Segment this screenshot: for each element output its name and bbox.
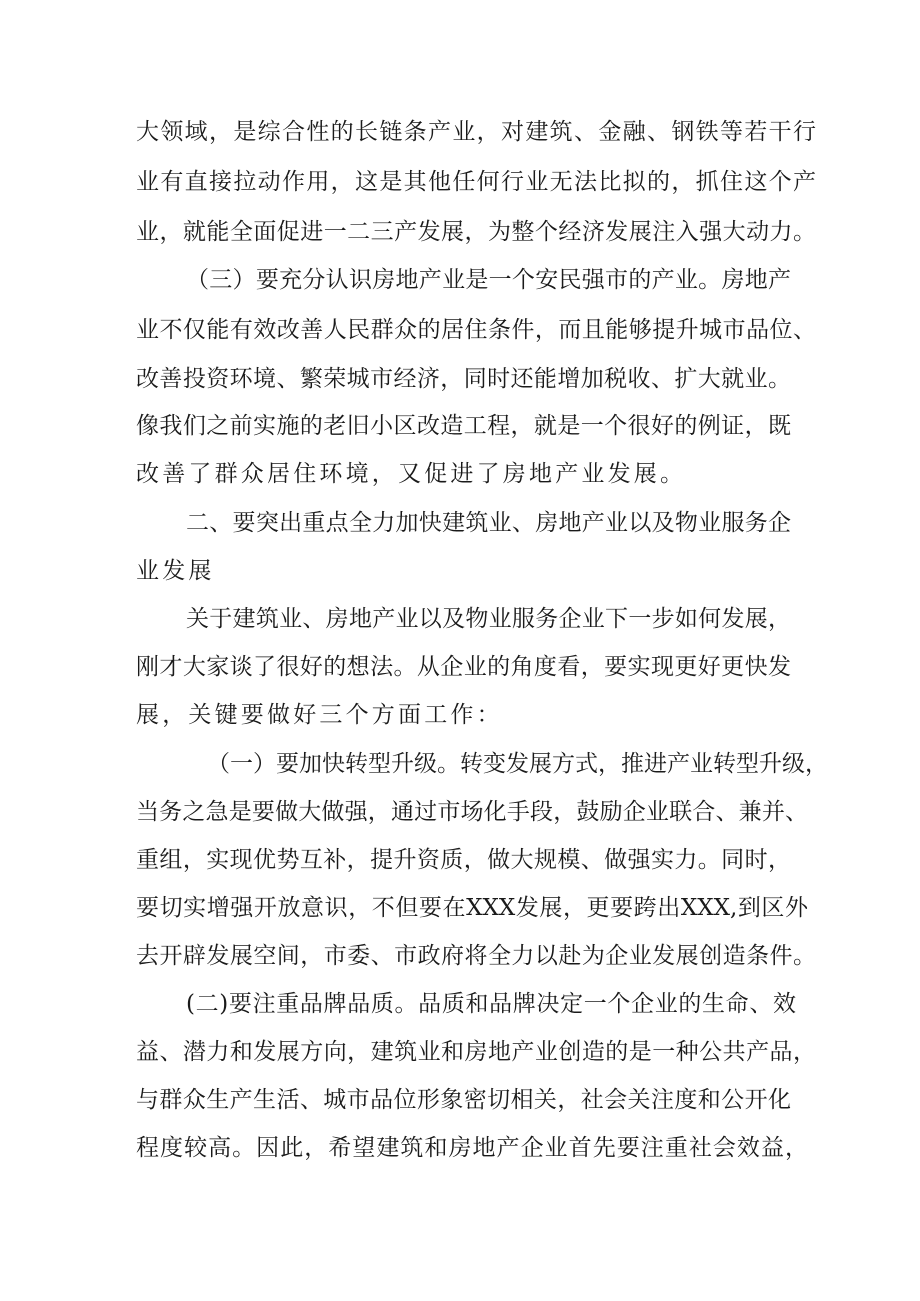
body-text-line: 关于建筑业、房地产业以及物业服务企业下一步如何发展， — [186, 606, 791, 632]
paragraph-heading-1: （一）要加快转型升级。转变发展方式，推进产业转型升级， — [207, 751, 828, 777]
body-text-line: 展，关键要做好三个方面工作： — [136, 702, 503, 728]
body-text-line: 业不仅能有效改善人民群众的居住条件，而且能够提升城市品位、 — [136, 317, 816, 343]
body-text-line: 业，就能全面促进一二三产发展，为整个经济发展注入强大动力。 — [136, 219, 816, 245]
paragraph-heading-3: （三）要充分认识房地产业是一个安民强市的产业。房地产 — [186, 267, 791, 293]
body-text-line: 要切实增强开放意识，不但要在XXX发展，更要跨出XXX,到区外 — [136, 895, 808, 921]
body-text-line: 业有直接拉动作用，这是其他任何行业无法比拟的，抓住这个产 — [136, 169, 816, 195]
body-text-line: 大领域，是综合性的长链条产业，对建筑、金融、钢铁等若干行 — [136, 119, 816, 145]
paragraph-heading-2: (二)要注重品牌品质。品质和品牌决定一个企业的生命、效 — [186, 991, 796, 1017]
body-text-line: 与群众生产生活、城市品位形象密切相关，社会关注度和公开化 — [136, 1087, 791, 1113]
body-text-line: 程度较高。因此，希望建筑和房地产企业首先要注重社会效益， — [136, 1135, 808, 1161]
body-text-line: 像我们之前实施的老旧小区改造工程，就是一个很好的例证，既 — [136, 413, 791, 439]
body-text-line: 益、潜力和发展方向，建筑业和房地产业创造的是一种公共产品， — [136, 1039, 816, 1065]
body-text-line: 去开辟发展空间，市委、市政府将全力以赴为企业发展创造条件。 — [136, 943, 816, 969]
body-text-line: 刚才大家谈了很好的想法。从企业的角度看，要实现更好更快发 — [136, 654, 791, 680]
body-text-line: 当务之急是要做大做强，通过市场化手段，鼓励企业联合、兼并、 — [136, 799, 808, 825]
section-heading-2-cont: 业发展 — [136, 558, 215, 584]
body-text-line: 改善投资环境、繁荣城市经济，同时还能增加税收、扩大就业。 — [136, 366, 791, 392]
body-text-line: 改善了群众居住环境，又促进了房地产业发展。 — [136, 461, 687, 487]
body-text-line: 重组，实现优势互补，提升资质，做大规模、做强实力。同时， — [136, 847, 791, 873]
section-heading-2: 二、要突出重点全力加快建筑业、房地产业以及物业服务企 — [186, 510, 791, 536]
